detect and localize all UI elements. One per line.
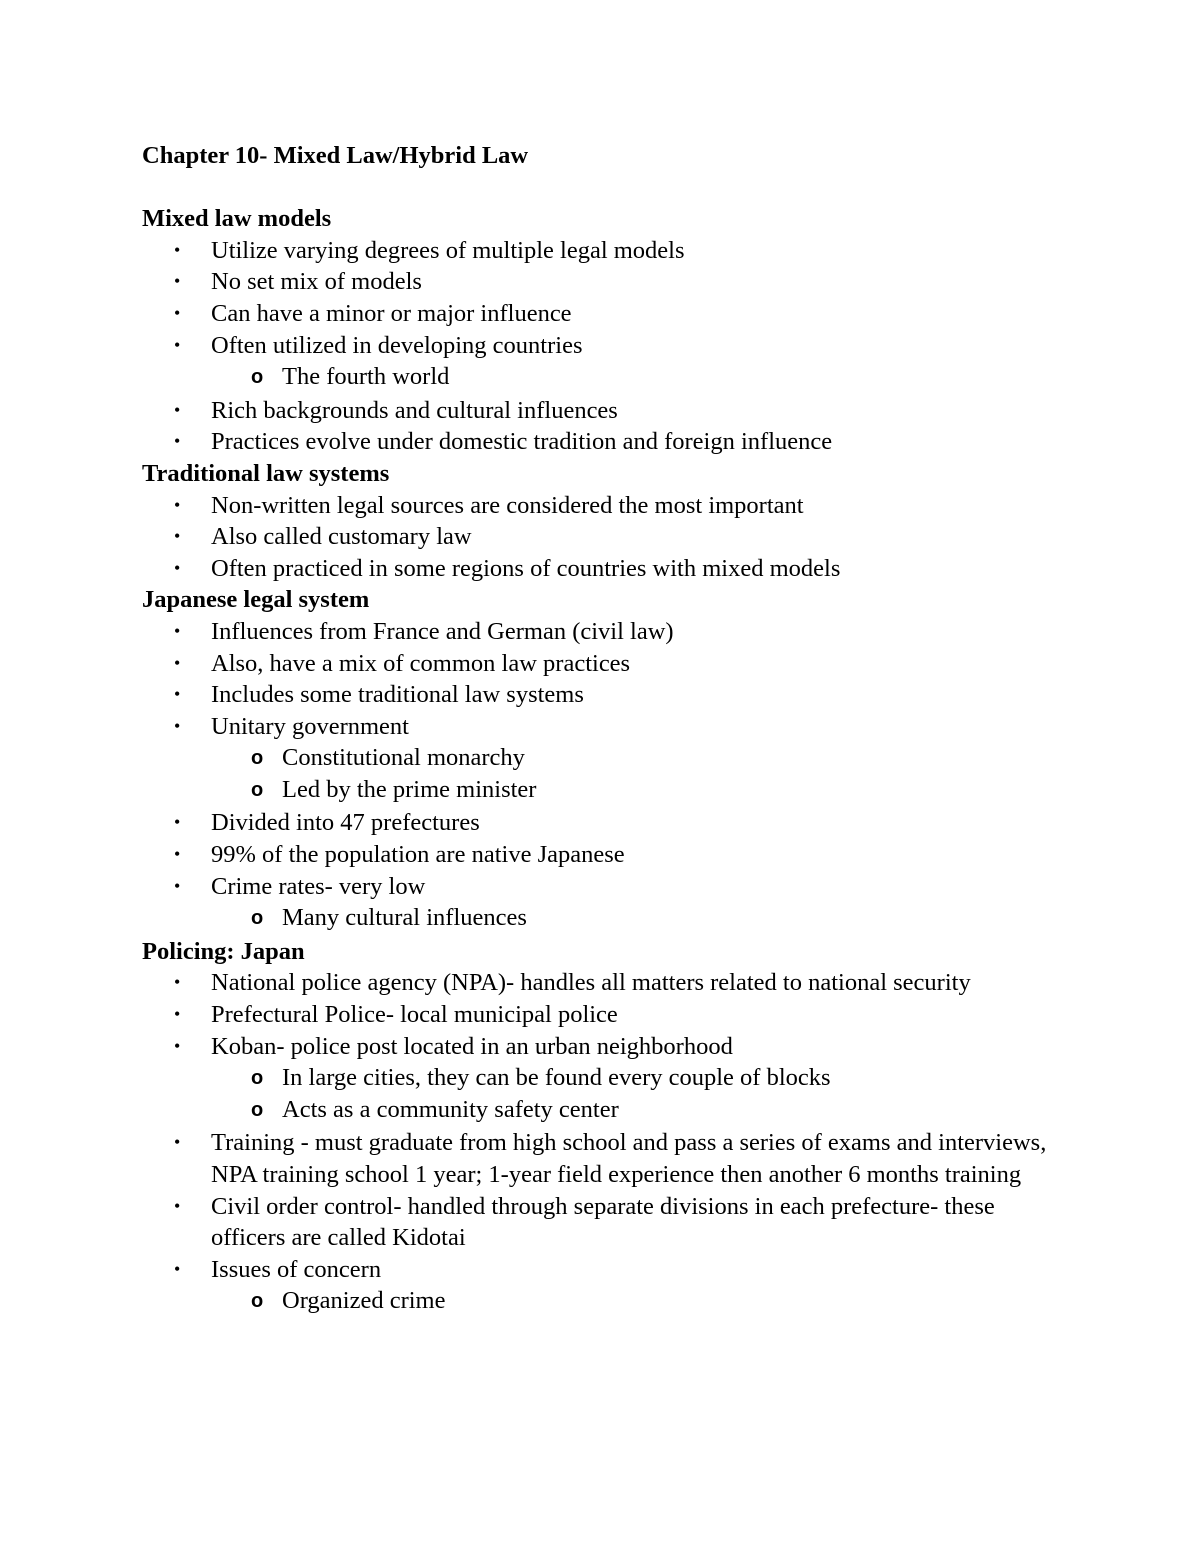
bullet-icon: •	[174, 271, 181, 292]
list-item	[142, 553, 1072, 585]
bullet-icon: •	[174, 399, 181, 420]
list-item-text: Training - must graduate from high school and pass a series of exams and interviews, NPA training school 1 year; 1-year field experience then another 6 months training	[211, 1129, 1047, 1188]
list-item	[142, 1191, 1072, 1254]
bullet-icon: •	[174, 875, 181, 896]
circle-bullet-icon: o	[251, 366, 264, 389]
bullet-icon: •	[174, 431, 181, 452]
list-item	[142, 1127, 1072, 1190]
circle-bullet-icon: o	[251, 1290, 264, 1313]
list-item-text: Influences from France and German (civil law)	[211, 617, 674, 645]
list-item-text: Also called customary law	[211, 523, 472, 551]
list-item-text: No set mix of models	[211, 268, 422, 296]
bullet-icon: •	[174, 715, 181, 736]
bullet-icon: •	[174, 239, 181, 260]
sub-list-item-text: Many cultural influences	[282, 904, 527, 932]
blank-line	[142, 172, 1072, 204]
list-item-text: Includes some traditional law systems	[211, 681, 584, 709]
list-item	[142, 999, 1072, 1031]
bullet-icon: •	[174, 526, 181, 547]
bullet-icon: •	[174, 1004, 181, 1025]
circle-bullet-icon: o	[251, 907, 264, 930]
list-item	[142, 648, 1072, 680]
bullet-icon: •	[174, 1258, 181, 1279]
section-heading: Japanese legal system	[142, 586, 370, 614]
list-item	[142, 395, 1072, 427]
list-item	[142, 711, 1072, 806]
list-item-text: Rich backgrounds and cultural influences	[211, 396, 618, 424]
sub-bullet-list	[211, 742, 1072, 805]
bullet-list	[142, 967, 1072, 1317]
list-item-text: Crime rates- very low	[211, 872, 426, 900]
list-item	[142, 521, 1072, 553]
sub-list-item-text: Organized crime	[282, 1287, 446, 1315]
bullet-icon: •	[174, 972, 181, 993]
bullet-list	[142, 235, 1072, 458]
sub-bullet-list	[211, 902, 1072, 934]
document-body	[142, 203, 1072, 1317]
list-item-text: Civil order control- handled through separate divisions in each prefecture- these officers are called Kidotai	[211, 1192, 995, 1252]
bullet-icon: •	[174, 557, 181, 578]
bullet-icon: •	[174, 1195, 181, 1216]
sub-list-item	[211, 902, 1072, 934]
document-page	[142, 140, 1072, 1319]
list-item	[142, 490, 1072, 522]
sub-list-item-text: Constitutional monarchy	[282, 744, 525, 772]
list-item	[142, 426, 1072, 458]
bullet-icon: •	[174, 302, 181, 323]
list-item	[142, 839, 1072, 871]
list-item	[142, 967, 1072, 999]
section-heading: Traditional law systems	[142, 459, 390, 487]
bullet-icon: •	[174, 812, 181, 833]
sub-bullet-list	[211, 1285, 1072, 1317]
section-heading: Mixed law models	[142, 205, 332, 233]
list-item-text: Often practiced in some regions of countries with mixed models	[211, 554, 841, 582]
list-item-text: Utilize varying degrees of multiple legal models	[211, 236, 685, 264]
list-item	[142, 330, 1072, 393]
list-item-text: Non-written legal sources are considered the most important	[211, 491, 804, 519]
sub-list-item-text: The fourth world	[282, 363, 450, 391]
bullet-icon: •	[174, 684, 181, 705]
list-item-text: Prefectural Police- local municipal police	[211, 1001, 618, 1029]
list-item	[142, 266, 1072, 298]
list-item-text: 99% of the population are native Japanese	[211, 841, 625, 869]
list-item-text: Also, have a mix of common law practices	[211, 649, 631, 677]
sub-list-item	[211, 1062, 1072, 1094]
sub-list-item	[211, 774, 1072, 806]
bullet-icon: •	[174, 334, 181, 355]
list-item-text: Can have a minor or major influence	[211, 299, 572, 327]
circle-bullet-icon: o	[251, 747, 264, 770]
list-item	[142, 298, 1072, 330]
list-item-text: Often utilized in developing countries	[211, 331, 583, 359]
bullet-icon: •	[174, 494, 181, 515]
bullet-icon: •	[174, 652, 181, 673]
list-item	[142, 871, 1072, 934]
sub-list-item	[211, 1285, 1072, 1317]
list-item	[142, 679, 1072, 711]
document-title: Chapter 10- Mixed Law/Hybrid Law	[142, 142, 529, 169]
list-item-text: National police agency (NPA)- handles all matters related to national security	[211, 969, 971, 997]
section-heading: Policing: Japan	[142, 937, 305, 965]
bullet-list	[142, 616, 1072, 934]
list-item	[142, 235, 1072, 267]
bullet-icon: •	[174, 1035, 181, 1056]
list-item	[142, 616, 1072, 648]
list-item-text: Divided into 47 prefectures	[211, 809, 480, 837]
list-item	[142, 1254, 1072, 1317]
sub-list-item-text: Led by the prime minister	[282, 775, 537, 803]
sub-list-item	[211, 361, 1072, 393]
bullet-list	[142, 490, 1072, 585]
list-item	[142, 1031, 1072, 1126]
bullet-icon: •	[174, 620, 181, 641]
bullet-icon: •	[174, 844, 181, 865]
list-item-text: Unitary government	[211, 712, 409, 740]
list-item-text: Practices evolve under domestic tradition and foreign influence	[211, 428, 833, 456]
sub-list-item-text: In large cities, they can be found every couple of blocks	[282, 1064, 831, 1092]
circle-bullet-icon: o	[251, 1067, 264, 1090]
circle-bullet-icon: o	[251, 1098, 264, 1121]
sub-list-item-text: Acts as a community safety center	[282, 1095, 619, 1123]
bullet-icon: •	[174, 1132, 181, 1153]
sub-list-item	[211, 742, 1072, 774]
sub-list-item	[211, 1094, 1072, 1126]
sub-bullet-list	[211, 361, 1072, 393]
circle-bullet-icon: o	[251, 778, 264, 801]
list-item	[142, 807, 1072, 839]
sub-bullet-list	[211, 1062, 1072, 1125]
list-item-text: Issues of concern	[211, 1255, 382, 1283]
list-item-text: Koban- police post located in an urban neighborhood	[211, 1032, 733, 1060]
